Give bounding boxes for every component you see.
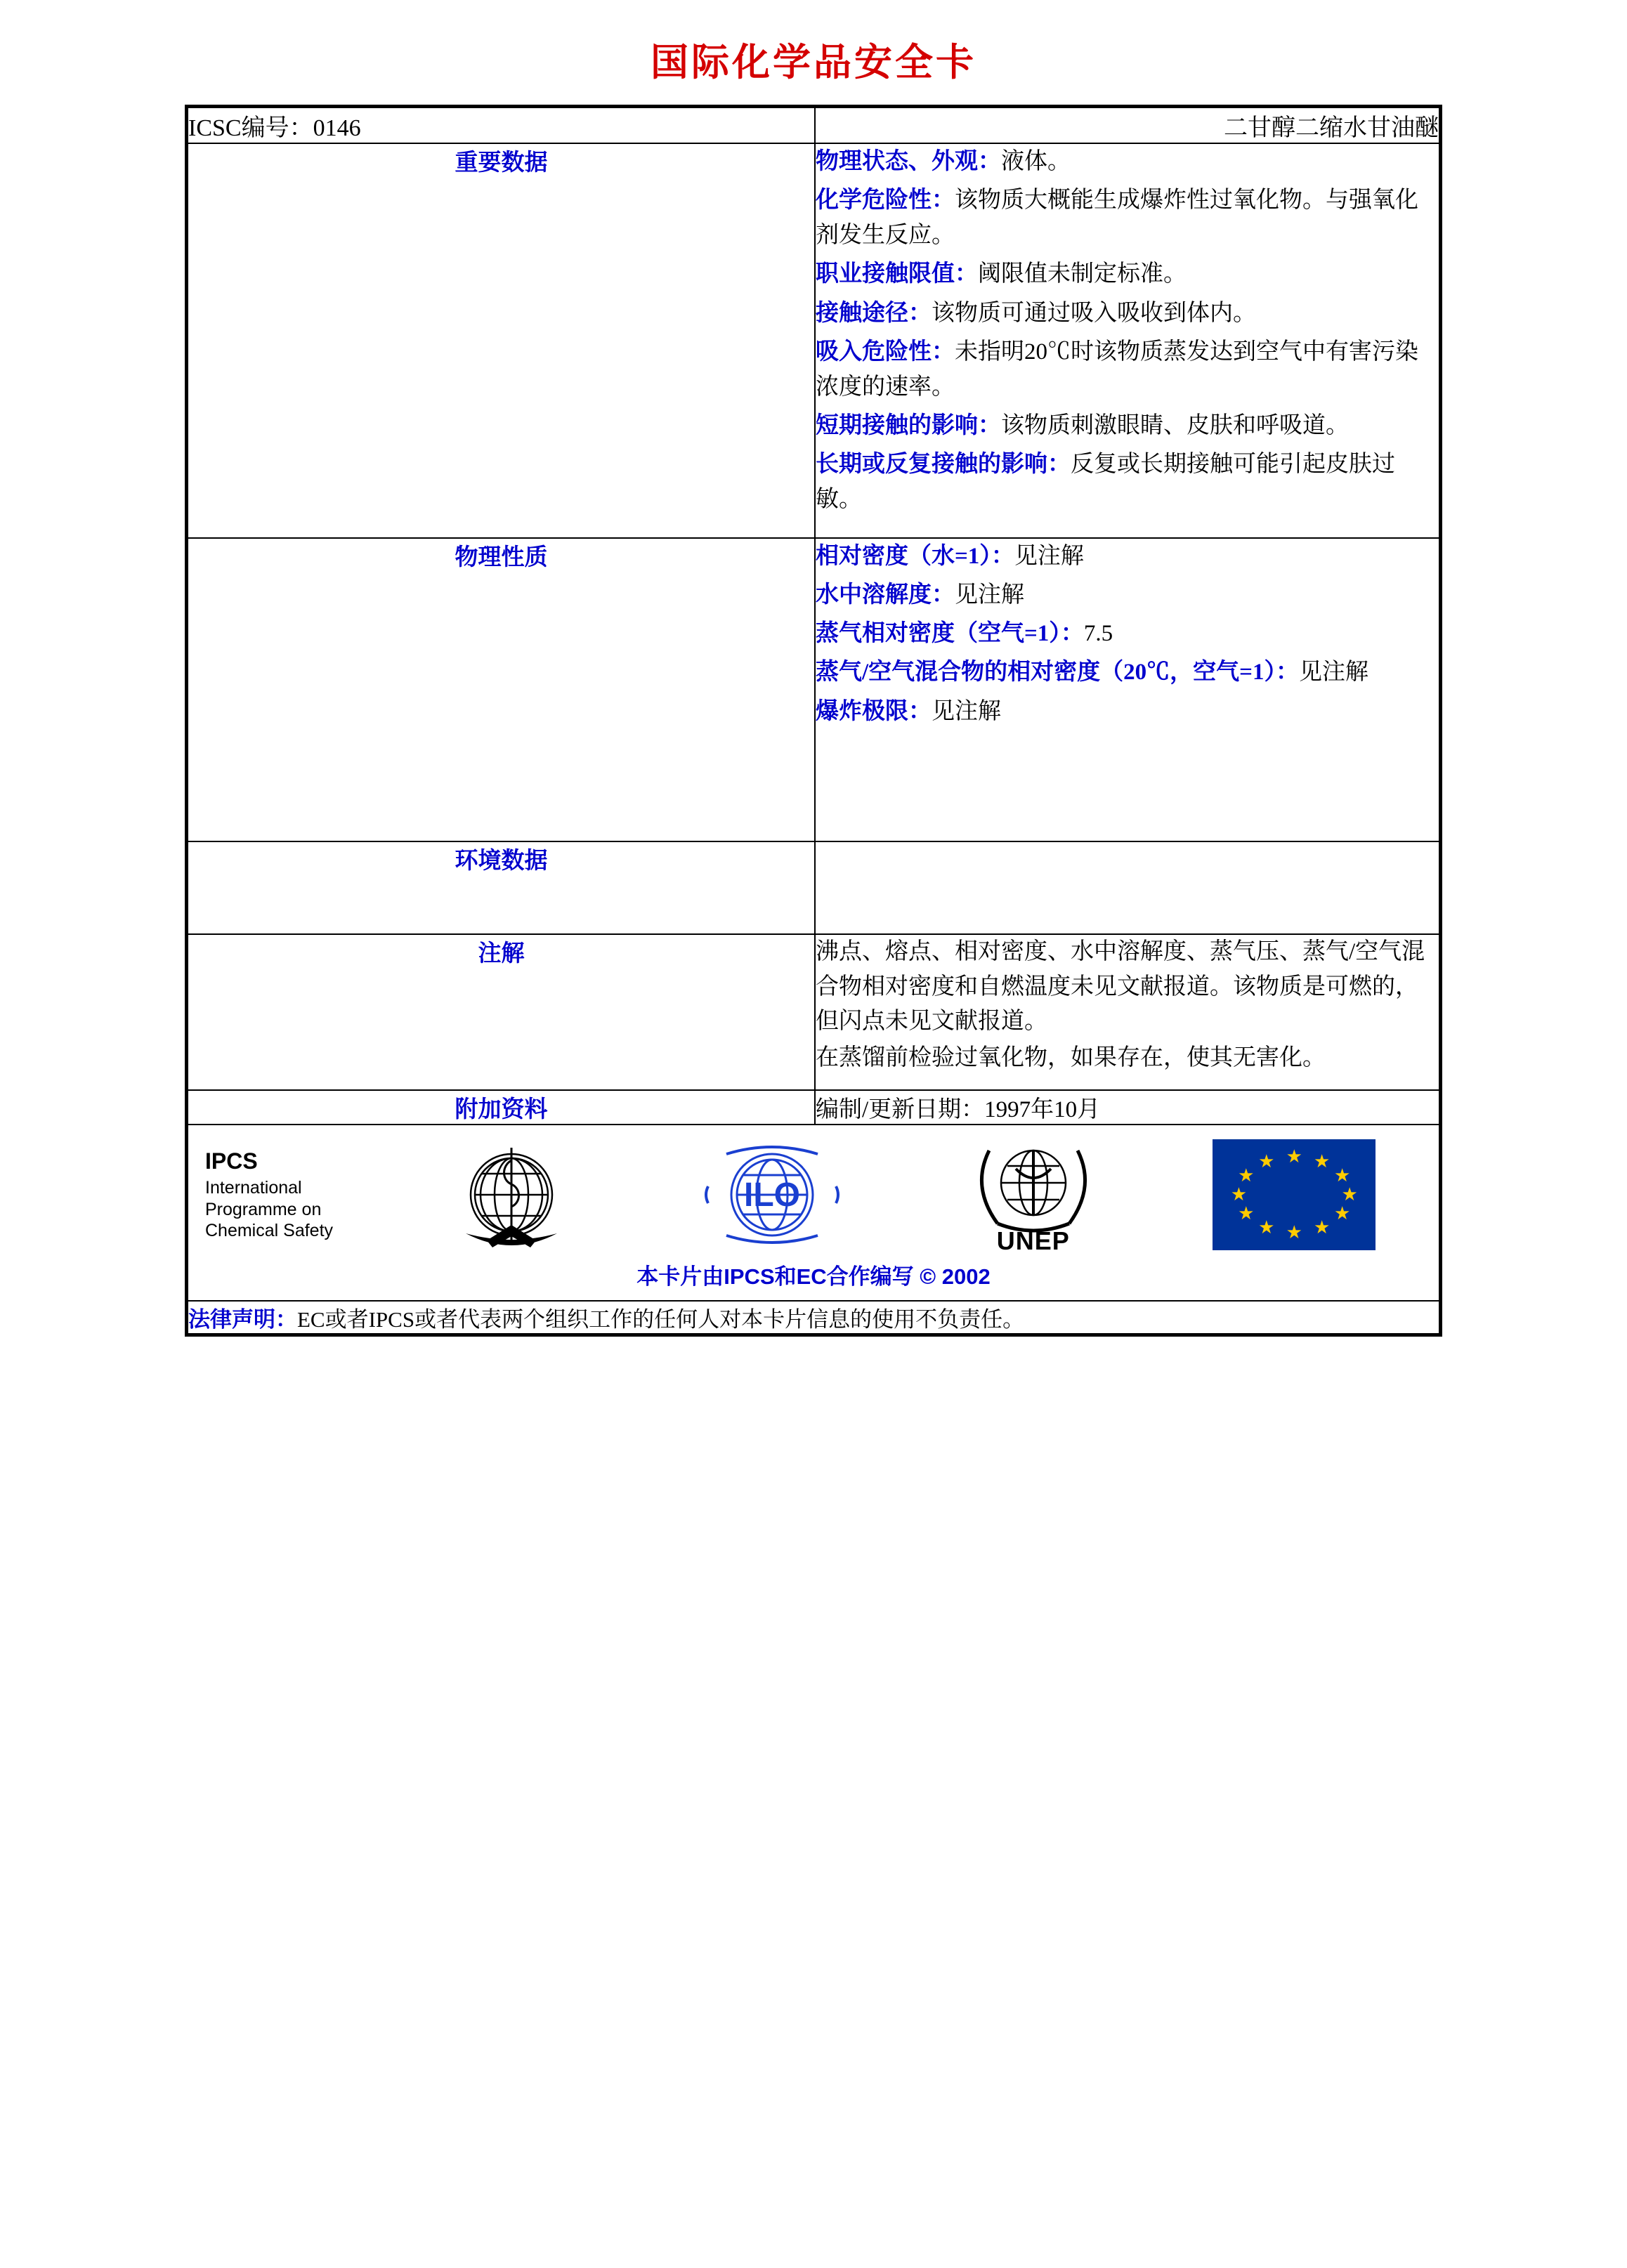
entry-row <box>816 408 1439 443</box>
section-body-environmental-data <box>815 841 1439 934</box>
entry-key: 短期接触的影响 <box>816 413 978 439</box>
ilo-logo-slot <box>642 1137 903 1253</box>
legal-notice <box>188 1301 1439 1334</box>
section-row-additional <box>188 1090 1439 1125</box>
entry-sep: ： <box>991 544 1014 569</box>
entry-sep: ： <box>908 300 932 326</box>
entry-value: 液体。 <box>1001 149 1071 174</box>
entry-row <box>816 296 1439 331</box>
section-body-physical-properties <box>815 538 1439 841</box>
ipcs-line: Programme on <box>205 1199 322 1219</box>
unep-logo-text: UNEP <box>996 1226 1070 1255</box>
entry-value: 见注解 <box>932 698 1001 724</box>
ilo-logo <box>698 1137 846 1253</box>
ipcs-line: International <box>205 1178 302 1198</box>
entry-row <box>816 577 1439 612</box>
page-title: 国际化学品安全卡 <box>651 41 976 84</box>
entry-row <box>816 256 1439 291</box>
section-label-environmental-data: 环境数据 <box>188 841 815 934</box>
safety-card <box>185 105 1442 1337</box>
entry-key: 相对密度（水=1） <box>816 544 991 569</box>
entry-key: 蒸气/空气混合物的相对密度（20℃，空气=1） <box>816 660 1276 686</box>
entry-value: 反复或长期接触可能引起皮肤过敏。 <box>816 452 1395 513</box>
entry-value: 该物质可通过吸入吸收到体内。 <box>932 300 1256 326</box>
entry-value: 见注解 <box>1298 660 1368 686</box>
entry-row <box>816 655 1439 690</box>
unep-logo-slot <box>903 1135 1164 1254</box>
note-paragraph: 沸点、熔点、相对密度、水中溶解度、蒸气压、蒸气/空气混合物相对密度和自燃温度未见文献报道。该物质是可燃的，但闪点未见文献报道。 <box>816 939 1425 1034</box>
entry-value: 该物质大概能生成爆炸性过氧化物。与强氧化剂发生反应。 <box>816 188 1418 249</box>
entry-key: 吸入危险性 <box>816 339 932 365</box>
note-paragraph: 在蒸馏前检验过氧化物，如果存在，使其无害化。 <box>816 1044 1326 1070</box>
entry-key: 接触途径 <box>816 300 908 326</box>
entry-value: 见注解 <box>1014 544 1084 569</box>
entry-key: 水中溶解度 <box>816 582 932 608</box>
section-row-environmental-data <box>188 841 1439 934</box>
section-label-important-data: 重要数据 <box>188 143 815 538</box>
section-row-physical-properties <box>188 538 1439 841</box>
entry-key: 蒸气相对密度（空气=1） <box>816 621 1061 647</box>
section-body-notes <box>815 934 1439 1090</box>
entry-sep: ： <box>1047 452 1071 478</box>
logo-strip <box>188 1125 1439 1257</box>
ipcs-block <box>205 1148 381 1242</box>
entry-value: 7.5 <box>1083 621 1113 647</box>
entry-key: 职业接触限值 <box>816 261 955 287</box>
entry-sep: ： <box>932 339 955 365</box>
eu-flag: ★ ★ ★ ★ ★ ★ ★ ★ ★ ★ ★ ★ <box>1213 1139 1376 1250</box>
eu-flag-slot <box>1164 1139 1425 1250</box>
section-label-physical-properties: 物理性质 <box>188 538 815 841</box>
entry-sep: ： <box>1275 660 1299 686</box>
section-row-notes <box>188 934 1439 1090</box>
who-logo-slot <box>381 1135 642 1254</box>
ipcs-name: IPCS <box>205 1148 258 1174</box>
legal-sep: ： <box>275 1307 297 1332</box>
entry-value: 见注解 <box>955 582 1024 608</box>
legal-row <box>188 1301 1439 1334</box>
who-logo <box>445 1135 578 1254</box>
footer-credit: 本卡片由IPCS和EC合作编写 © 2002 <box>636 1264 991 1289</box>
entry-sep: ： <box>932 582 955 608</box>
entry-value: 未指明20℃时该物质蒸发达到空气中有害污染浓度的速率。 <box>816 339 1418 400</box>
legal-label: 法律声明 <box>188 1307 275 1332</box>
entry-key: 化学危险性 <box>816 188 932 214</box>
entry-row <box>816 334 1439 405</box>
ilo-logo-text: ILO <box>744 1176 801 1214</box>
entry-row <box>816 447 1439 517</box>
section-body-important-data <box>815 143 1439 538</box>
entry-sep: ： <box>978 149 1001 174</box>
icsc-number: 0146 <box>313 115 361 141</box>
footer-logos-cell <box>188 1125 1439 1301</box>
section-label-additional: 附加资料 <box>188 1090 815 1125</box>
entry-value: 该物质刺激眼睛、皮肤和呼吸道。 <box>1001 413 1349 439</box>
substance-name-cell: 二甘醇二缩水甘油醚 <box>815 107 1439 143</box>
entry-row <box>816 183 1439 253</box>
entry-sep: ： <box>908 698 932 724</box>
safety-card-page <box>0 32 1627 2268</box>
entry-sep: ： <box>978 413 1001 439</box>
icsc-number-cell <box>188 107 815 143</box>
entry-key: 物理状态、外观 <box>816 149 978 174</box>
entry-row <box>816 539 1439 574</box>
section-row-important-data <box>188 143 1439 538</box>
entry-key: 长期或反复接触的影响 <box>816 452 1047 478</box>
footer-logo-row <box>188 1125 1439 1301</box>
card-table <box>187 107 1440 1335</box>
entry-sep: ： <box>955 261 978 287</box>
entry-row <box>816 694 1439 729</box>
ipcs-line: Chemical Safety <box>205 1221 334 1241</box>
entry-sep: ： <box>932 188 955 214</box>
entry-value: 阈限值未制定标准。 <box>978 261 1187 287</box>
entry-sep: ： <box>1060 621 1084 647</box>
entry-key: 爆炸极限 <box>816 698 908 724</box>
entry-row <box>816 616 1439 651</box>
card-header-row <box>188 107 1439 143</box>
section-label-notes: 注解 <box>188 934 815 1090</box>
entry-row <box>816 144 1439 179</box>
section-body-additional: 编制/更新日期：1997年10月 <box>815 1090 1439 1125</box>
legal-text: EC或者IPCS或者代表两个组织工作的任何人对本卡片信息的使用不负责任。 <box>297 1307 1025 1332</box>
icsc-label: ICSC编号： <box>188 115 313 141</box>
